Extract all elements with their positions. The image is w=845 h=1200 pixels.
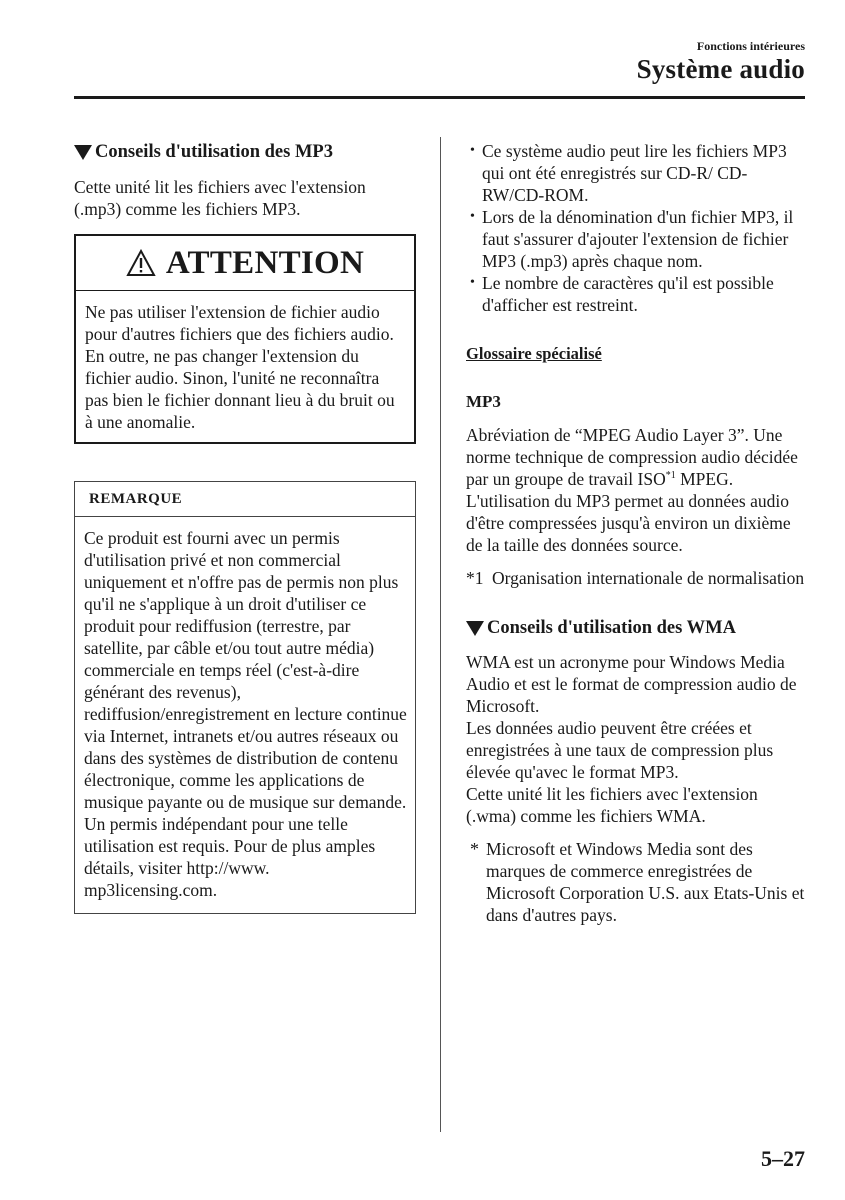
mp3-definition bbox=[466, 424, 808, 556]
section-heading-mp3-text: Conseils d'utilisation des MP3 bbox=[95, 142, 333, 162]
page-title: Système audio bbox=[636, 54, 805, 84]
trademark-mark: * bbox=[470, 839, 479, 859]
header-section-label: Fonctions intérieures bbox=[696, 39, 805, 53]
footnote-text: Organisation internationale de normalisation bbox=[492, 568, 805, 588]
section-heading-wma bbox=[466, 616, 808, 640]
warning-triangle-icon bbox=[126, 249, 156, 277]
triangle-marker-icon bbox=[74, 145, 92, 160]
header-rule bbox=[74, 96, 805, 99]
glossary-term-mp3: MP3 bbox=[466, 392, 501, 411]
left-column bbox=[74, 140, 416, 914]
note-text: Ce produit est fourni avec un permis d'utilisation privé et non commercial uniquement et n'offre pas de permis non plus qu'il ne s'applique à un droit d'utiliser ce produit pour rediffusion (terrestre, par satellite, par câble et/ou tout autre média) commerciale en temps réel (c'est-à-dire générant des revenus), rediffusion/enregistrement en lecture continue via Internet, intranets et/ou autres réseaux ou dans des systèmes de distribution de contenu électronique, comme les applications de musique payante ou de musique sur demande. Un permis indépendant pour une telle utilisation est requis. Pour de plus amples détails, visiter http://www. mp3licensing.com. bbox=[84, 528, 407, 900]
triangle-marker-icon bbox=[466, 621, 484, 636]
mp3-bullet-list bbox=[466, 140, 808, 316]
mp3-definition-part1: Abréviation de “MPEG Audio Layer 3”. Une norme technique de compression audio décidée par un groupe de travail ISO bbox=[466, 425, 798, 489]
list-item: • Le nombre de caractères qu'il est possible d'afficher est restreint. bbox=[466, 272, 808, 316]
section-heading-wma-text: Conseils d'utilisation des WMA bbox=[487, 618, 736, 638]
wma-text-1: WMA est un acronyme pour Windows Media Audio et est le format de compression audio de Microsoft. bbox=[466, 652, 797, 716]
footnote-ref: *1 bbox=[665, 470, 676, 482]
attention-body bbox=[76, 291, 414, 442]
column-divider bbox=[440, 137, 441, 1132]
trademark-note bbox=[466, 838, 808, 926]
note-body bbox=[75, 517, 415, 913]
glossary-title: Glossaire spécialisé bbox=[466, 344, 602, 363]
list-item: • Ce système audio peut lire les fichiers MP3 qui ont été enregistrés sur CD-R/ CD-RW/CD-ROM. bbox=[466, 140, 808, 206]
attention-title: ATTENTION bbox=[165, 244, 365, 281]
footnote-iso bbox=[466, 567, 808, 589]
page-number: 5–27 bbox=[761, 1146, 805, 1171]
note-box bbox=[74, 481, 416, 914]
wma-text-2: Les données audio peuvent être créées et enregistrées à une taux de compression plus élevée qu'avec le format MP3. bbox=[466, 718, 774, 782]
attention-text: Ne pas utiliser l'extension de fichier audio pour d'autres fichiers que des fichiers audio. En outre, ne pas changer l'extension du fichier audio. Sinon, l'unité ne reconnaîtra pas bien le fichier donnant lieu à du bruit ou à une anomalie. bbox=[85, 302, 395, 432]
wma-text-3: Cette unité lit les fichiers avec l'extension (.wma) comme les fichiers WMA. bbox=[466, 784, 758, 826]
note-header: REMARQUE bbox=[75, 482, 415, 517]
right-column bbox=[466, 140, 808, 926]
list-item: • Lors de la dénomination d'un fichier MP3, il faut s'assurer d'ajouter l'extension de fichier MP3 (.mp3) après chaque nom. bbox=[466, 206, 808, 272]
trademark-text: Microsoft et Windows Media sont des marques de commerce enregistrées de Microsoft Corporation U.S. aux Etats-Unis et dans d'autres pays. bbox=[486, 839, 805, 925]
mp3-definition-part2: MPEG. L'utilisation du MP3 permet au données audio d'être compressées jusqu'à environ un dixième de la taille des données source. bbox=[466, 469, 791, 555]
section-heading-mp3 bbox=[74, 140, 416, 164]
attention-header bbox=[76, 236, 414, 291]
footnote-mark: *1 bbox=[466, 568, 484, 588]
mp3-intro-text: Cette unité lit les fichiers avec l'extension (.mp3) comme les fichiers MP3. bbox=[74, 177, 366, 219]
attention-box bbox=[74, 234, 416, 444]
